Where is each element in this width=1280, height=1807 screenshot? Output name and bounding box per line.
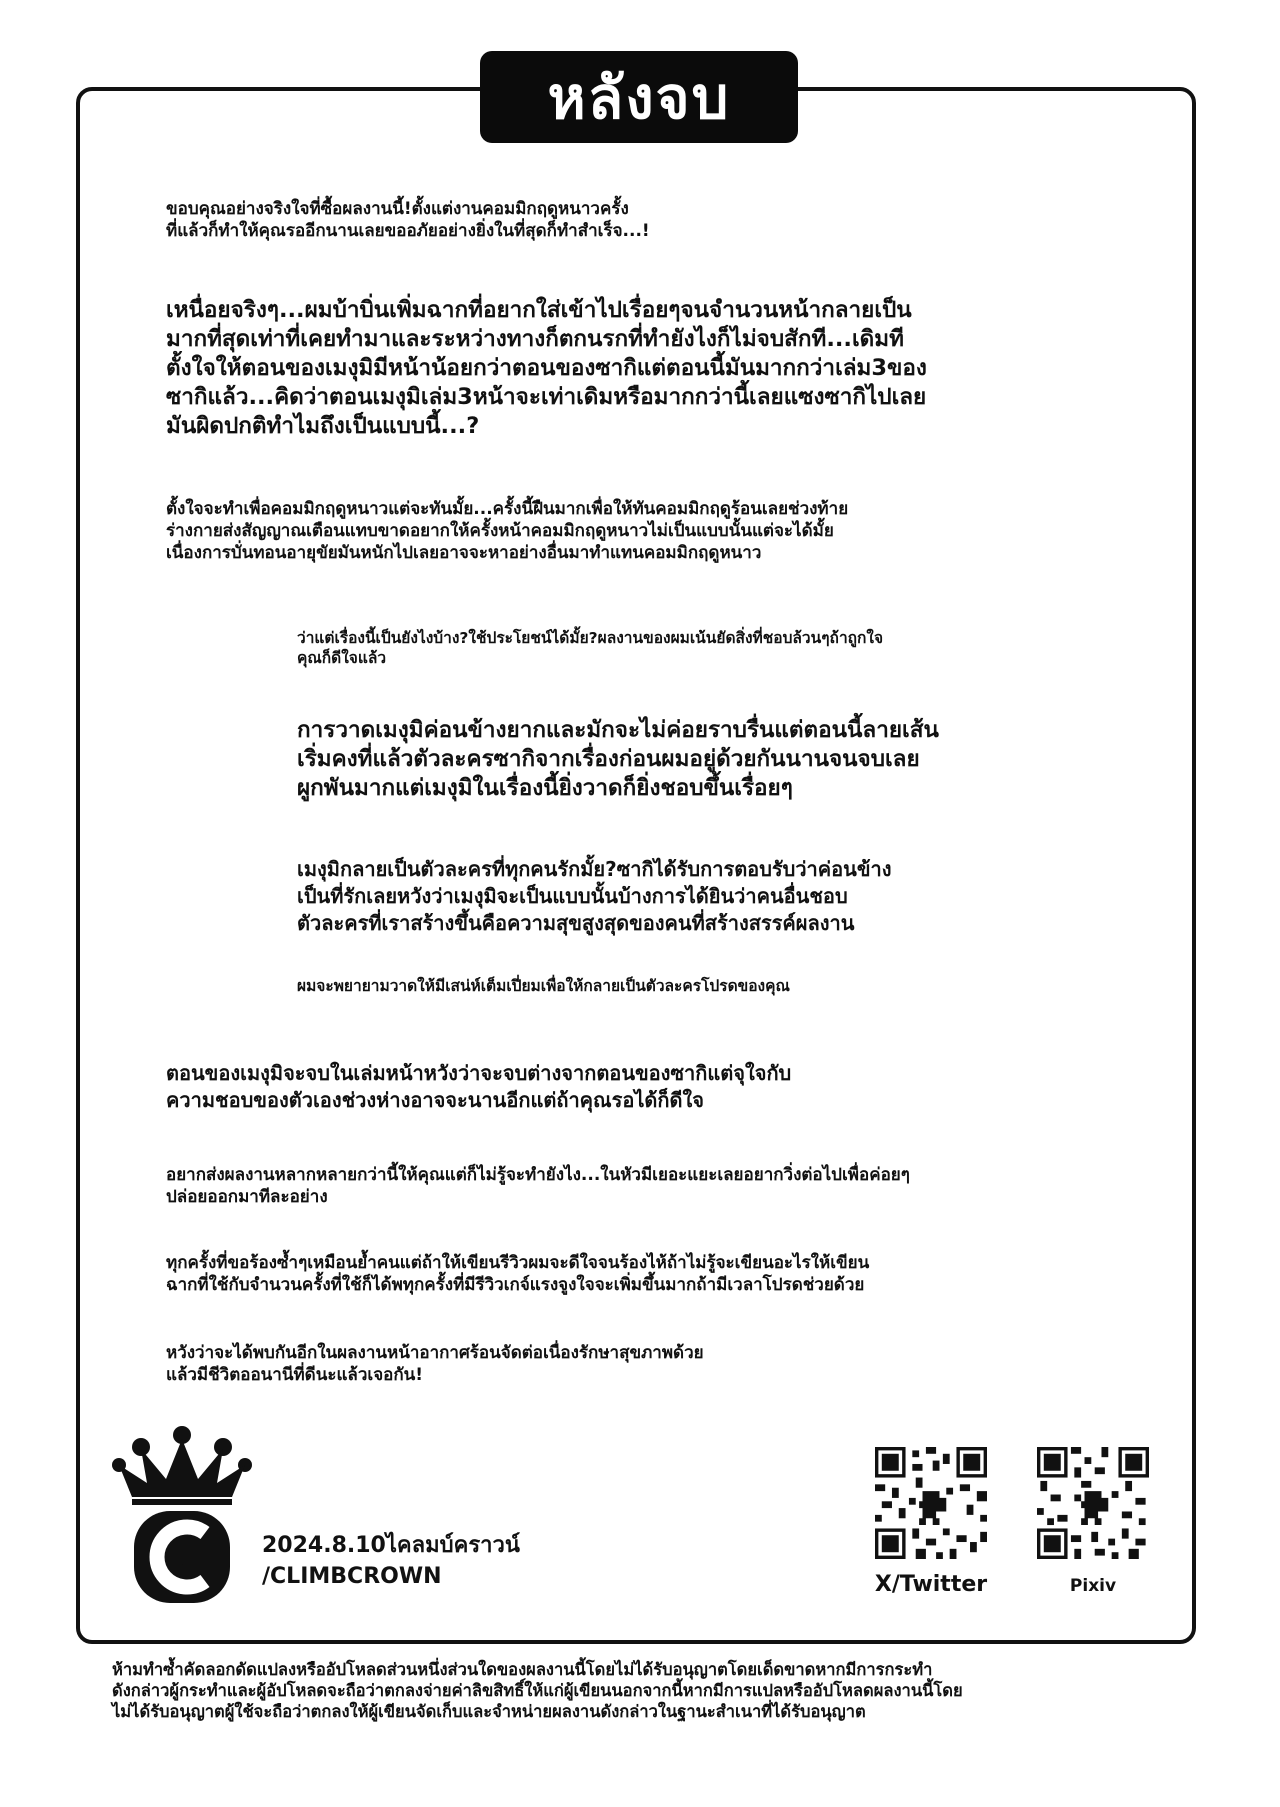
page-title: หลังจบ <box>480 51 798 143</box>
signature-date: 2024.8.10ไคลมบ์คราวน์ <box>262 1533 520 1558</box>
paragraph-charm: ผมจะพยายามวาดให้มีเสน่ห์เต็มเปี่ยมเพื่อให้กลายเป็นตัวละครโปรดของคุณ <box>297 977 790 995</box>
paragraph-beloved-character: เมงุมิกลายเป็นตัวละครที่ทุกคนรักมั้ย?ซากิได้รับการตอบรับว่าค่อนข้าง เป็นที่รักเลยหวังว่าเมงุมิจะเป็นแบบนั้นบ้างการได้ยินว่าคนอื่นชอบ ตัวละครที่เราสร้างขึ้นคือความสุขสูงสุดของคนที่สร้างสรรค์ผลงาน <box>297 857 892 935</box>
signature <box>262 1530 520 1592</box>
qr-label-twitter: X/Twitter <box>874 1572 988 1597</box>
paragraph-farewell: หวังว่าจะได้พบกันอีกในผลงานหน้าอากาศร้อนจัดต่อเนื่องรักษาสุขภาพด้วย แล้วมีชีวิตออนานีที่ดีนะแล้วเจอกัน! <box>166 1343 704 1385</box>
copyright-notice: ห้ามทำซ้ำคัดลอกดัดแปลงหรืออัปโหลดส่วนหนึ่งส่วนใดของผลงานนี้โดยไม่ได้รับอนุญาตโดยเด็ดขาดหากมีการกระทำ ดังกล่าวผู้กระทำและผู้อัปโหลดจะถือว่าตกลงจ่ายค่าลิขสิทธิ์ให้แก่ผู้เขียนนอกจากนี้หากมีการแปลหรืออัปโหลดผลงานนี้โดย ไม่ได้รับอนุญาตผู้ใช้จะถือว่าตกลงให้ผู้เขียนจัดเก็บและจำหน่ายผลงานดังกล่าวในฐานะสำเนาที่ได้รับอนุญาต <box>112 1660 963 1721</box>
logo-letter: C <box>182 1565 183 1566</box>
paragraph-comiket-plan: ตั้งใจจะทำเพื่อคอมมิกฤดูหนาวแต่จะทันมั้ย...ครั้งนี้ฝืนมากเพื่อให้ทันคอมมิกฤดูร้อนเลยช่วงท้าย ร่างกายส่งสัญญาณเตือนแทบขาดอยากให้ครั้งหน้าคอมมิกฤดูหนาวไม่เป็นแบบนั้นแต่จะได้มั้ย เนื่องการบั่นทอนอายุขัยมันหนักไปเลยอาจจะหาอย่างอื่นมาทำแทนคอมมิกฤดูหนาว <box>166 499 849 563</box>
paragraph-thanks: ขอบคุณอย่างจริงใจที่ซื้อผลงานนี้!ตั้งแต่งานคอมมิกฤดูหนาวครั้ง ที่แล้วก็ทำให้คุณรออีกนานเลยขออภัยอย่างยิ่งในที่สุดก็ทำสำเร็จ...! <box>166 199 650 241</box>
qr-code-icon[interactable] <box>875 1447 987 1559</box>
paragraph-how-was-it: ว่าแต่เรื่องนี้เป็นยังไงบ้าง?ใช้ประโยชน์ได้มั้ย?ผลงานของผมเน้นยัดสิ่งที่ชอบล้วนๆถ้าถูกใจ คุณก็ดีใจแล้ว <box>297 629 884 667</box>
paragraph-next-volume: ตอนของเมงุมิจะจบในเล่มหน้าหวังว่าจะจบต่างจากตอนของซากิแต่จุใจกับ ความชอบของตัวเองช่วงห่างอาจจะนานอีกแต่ถ้าคุณรอได้ก็ดีใจ <box>166 1061 792 1112</box>
signature-handle: /CLIMBCROWN <box>262 1564 442 1589</box>
paragraph-review-request: ทุกครั้งที่ขอร้องซ้ำๆเหมือนย้ำคนแต่ถ้าให้เขียนรีวิวผมจะดีใจจนร้องไห้ถ้าไม่รู้จะเขียนอะไรให้เขียน ฉากที่ใช้กับจำนวนครั้งที่ใช้ก็ได้พทุกครั้งที่มีรีวิวเกจ์แรงจูงใจจะเพิ่มขึ้นมากถ้ามีเวลาโปรดช่วยด้วย <box>166 1253 870 1295</box>
paragraph-exhausted: เหนื่อยจริงๆ...ผมบ้าบิ่นเพิ่มฉากที่อยากใส่เข้าไปเรื่อยๆจนจำนวนหน้ากลายเป็น มากที่สุดเท่าที่เคยทำมาและระหว่างทางก็ตกนรกที่ทำยังไงก็ไม่จบสักที...เดิมที ตั้งใจให้ตอนของเมงุมิมีหน้าน้อยกว่าตอนของซากิแต่ตอนนี้มันมากกว่าเล่ม3ของ ซากิแล้ว...คิดว่าตอนเมงุมิเล่ม3หน้าจะเท่าเดิมหรือมากกว่านี้เลยแซงซากิไปเลย มันผิดปกติทำไมถึงเป็นแบบนี้...? <box>166 297 927 439</box>
paragraph-more-works: อยากส่งผลงานหลากหลายกว่านี้ให้คุณแต่ก็ไม่รู้จะทำยังไง...ในหัวมีเยอะแยะเลยอยากวิ่งต่อไปเพื่อค่อยๆ ปล่อยออกมาทีละอย่าง <box>166 1165 910 1207</box>
crown-icon <box>112 1425 252 1605</box>
qr-code-icon[interactable] <box>1037 1447 1149 1559</box>
paragraph-drawing-megumi: การวาดเมงุมิค่อนข้างยากและมักจะไม่ค่อยราบรื่นแต่ตอนนี้ลายเส้น เริ่มคงที่แล้วตัวละครซากิจากเรื่องก่อนผมอยู่ด้วยกันนานจนจบเลย ผูกพันมากแต่เมงุมิในเรื่องนี้ยิ่งวาดก็ยิ่งชอบขึ้นเรื่อยๆ <box>297 717 939 801</box>
qr-label-pixiv: Pixiv <box>1069 1576 1117 1596</box>
